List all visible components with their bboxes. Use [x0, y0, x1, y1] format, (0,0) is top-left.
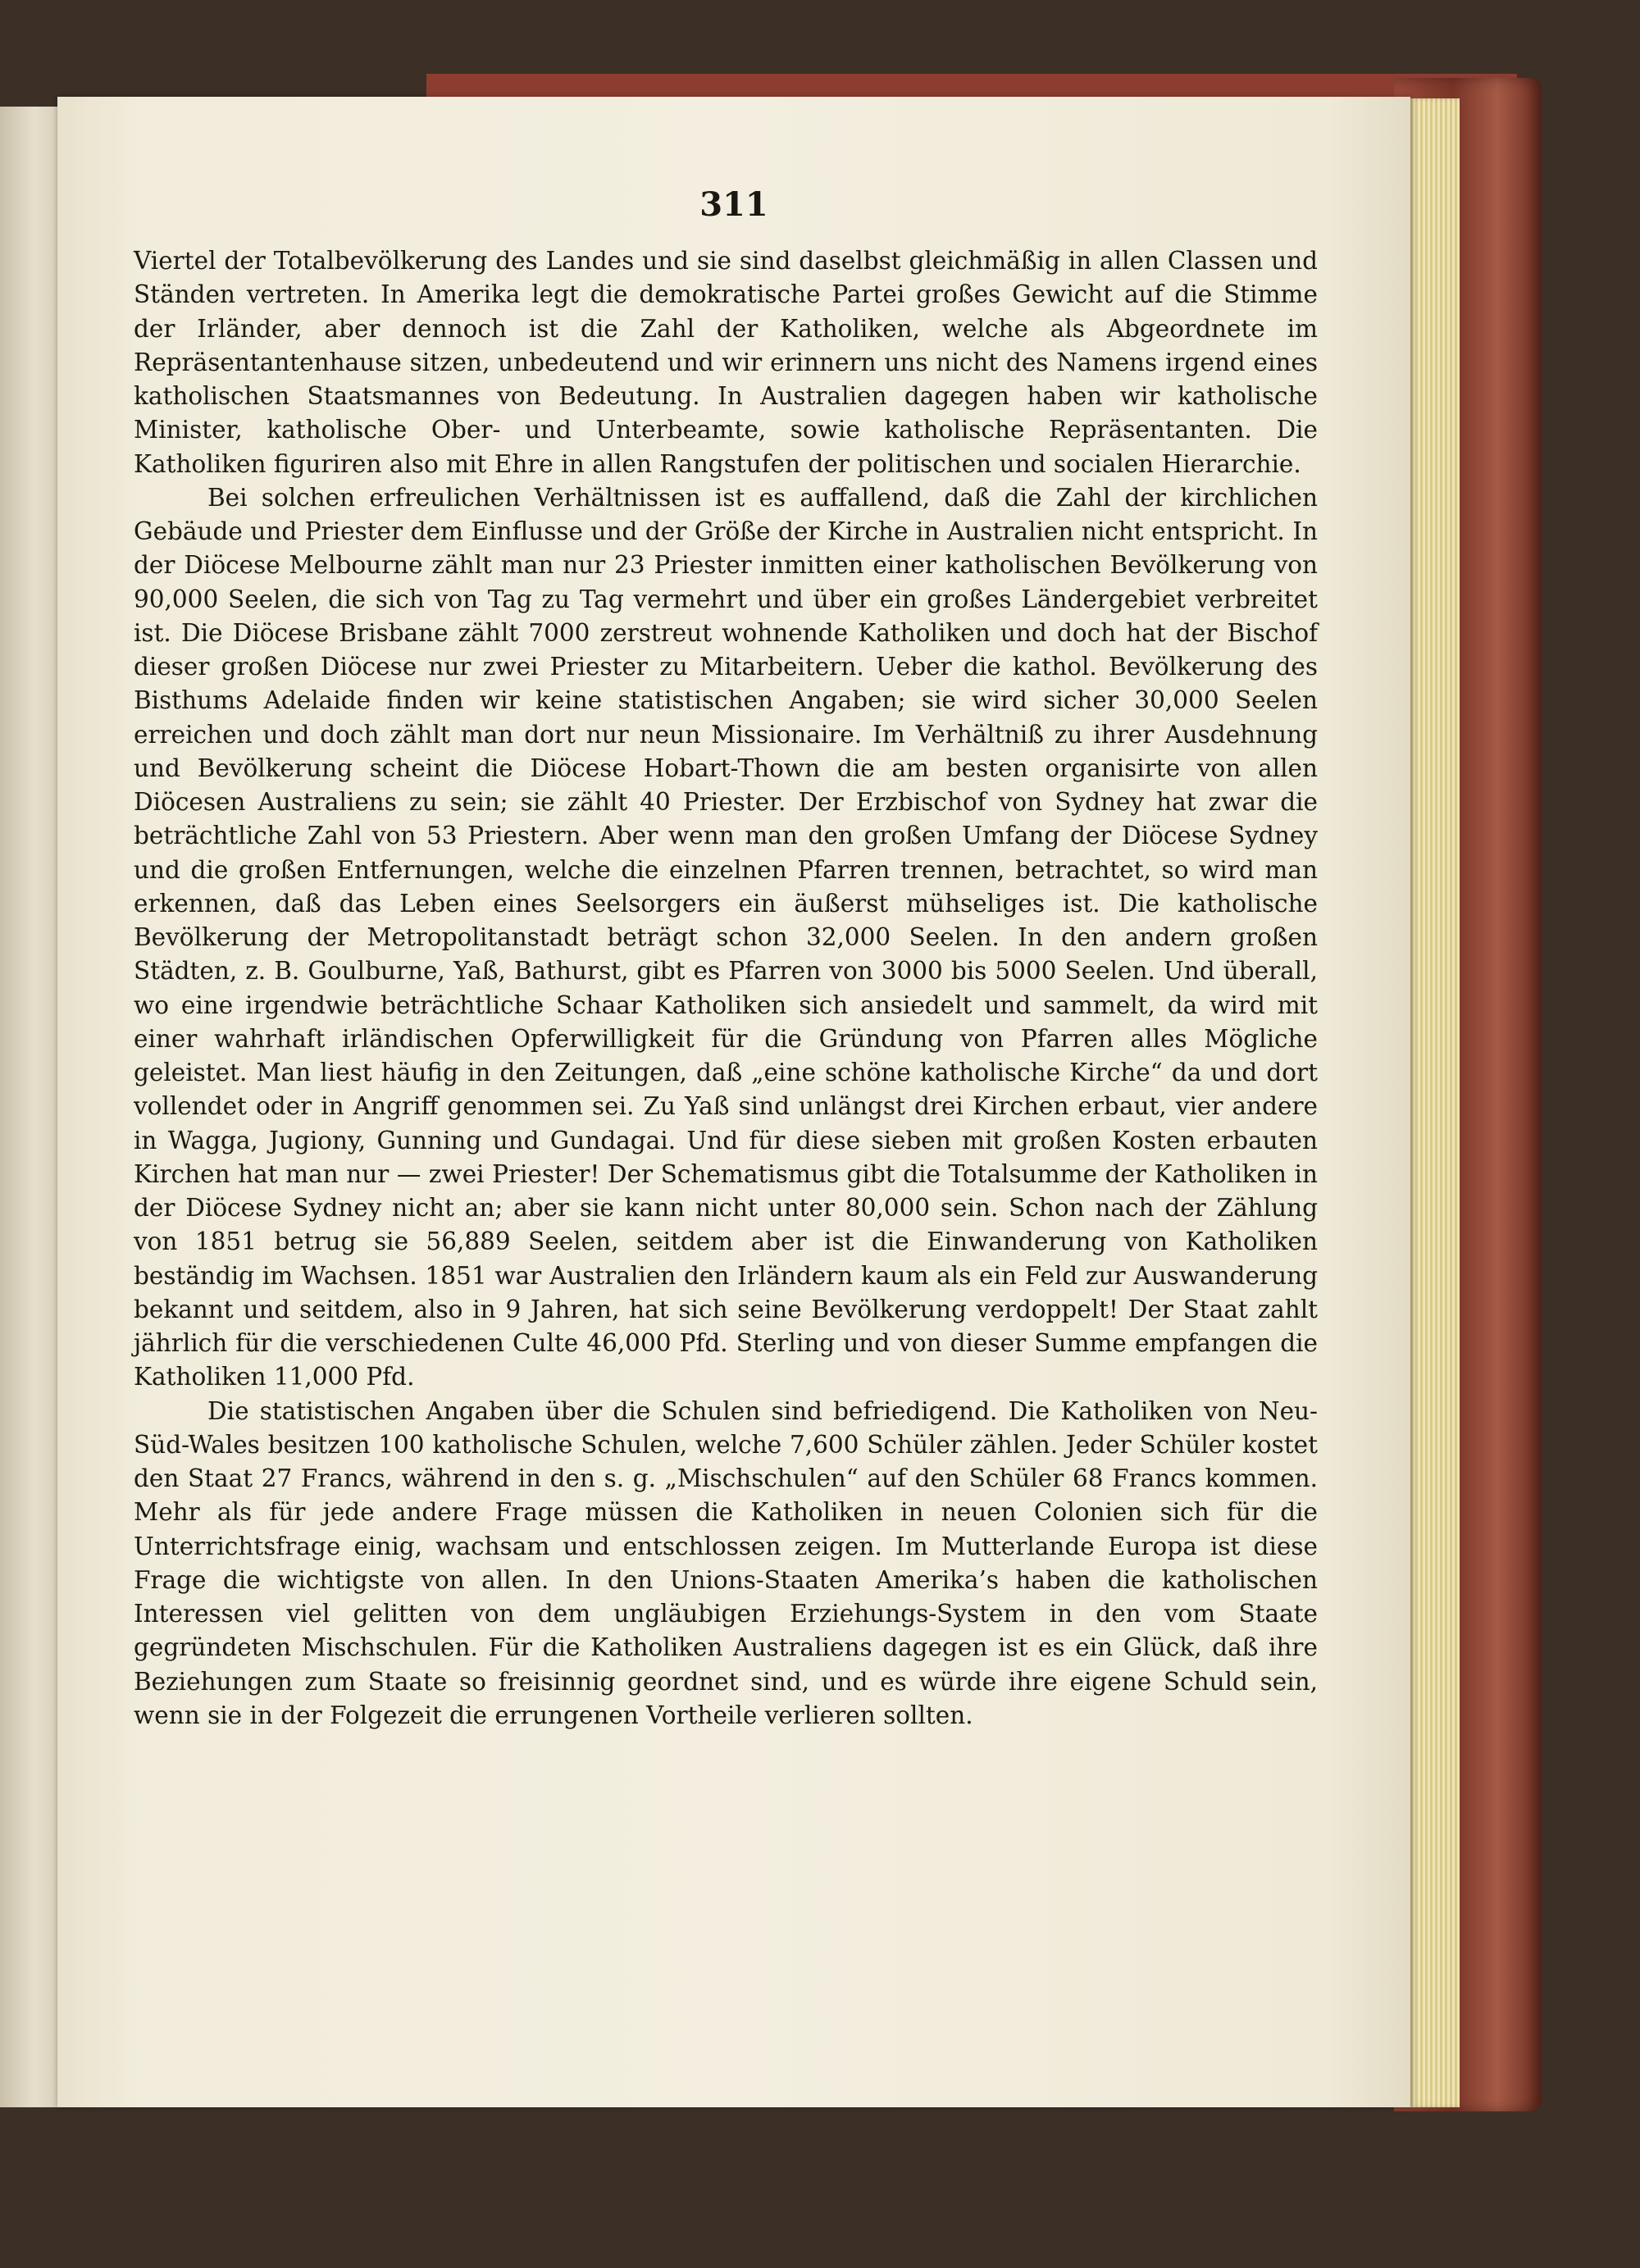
paragraph-3: Die statistischen Angaben über die Schulen sind befriedigend. Die Katholiken von Neu-Süd-Wales besitzen 100 katholische Schulen, welche 7,600 Schüler zählen. Jeder Schüler kostet den Staat 27 Francs, während in den s. g. „Mischschulen“ auf den Schüler 68 Francs kommen. Mehr als für jede andere Frage müssen die Katholiken in neuen Colonien sich für die Unterrichtsfrage einig, wachsam und entschlossen zeigen. Im Mutterlande Europa ist diese Frage die wichtigste von allen. In den Unions-Staaten Amerika’s haben die katholischen Interessen viel gelitten von dem ungläubigen Erziehungs-System in den vom Staate gegründeten Mischschulen. Für die Katholiken Australiens dagegen ist es ein Glück, daß ihre Beziehungen zum Staate so freisinnig geordnet sind, und es würde ihre eigene Schuld sein, wenn sie in der Folgezeit die errungenen Vortheile verlieren sollten.	[134, 1396, 1318, 1729]
paragraph-2: Bei solchen erfreulichen Verhältnissen ist es auffallend, daß die Zahl der kirchlichen Gebäude und Priester dem Einflusse und der Größe der Kirche in Australien nicht entspricht. In der Diöcese Melbourne zählt man nur 23 Priester inmitten einer katholischen Bevölkerung von 90,000 Seelen, die sich von Tag zu Tag vermehrt und über ein großes Ländergebiet verbreitet ist. Die Diöcese Brisbane zählt 7000 zerstreut wohnende Katholiken und doch hat der Bischof dieser großen Diöcese nur zwei Priester zu Mitarbeitern. Ueber die kathol. Bevölkerung des Bisthums Adelaide finden wir keine statistischen Angaben; sie wird sicher 30,000 Seelen erreichen und doch zählt man dort nur neun Missionaire. Im Verhältniß zu ihrer Ausdehnung und Bevölkerung scheint die Diöcese Hobart-Thown die am besten organisirte von allen Diöcesen Australiens zu sein; sie zählt 40 Priester. Der Erzbischof von Sydney hat zwar die beträchtliche Zahl von 53 Priestern. Aber wenn man den großen Umfang der Diöcese Sydney und die großen Entfernungen, welche die einzelnen Pfarren trennen, betrachtet, so wird man erkennen, daß das Leben eines Seelsorgers ein äußerst mühseliges ist. Die katholische Bevölkerung der Metropolitanstadt beträgt schon 32,000 Seelen. In den andern großen Städten, z. B. Goulburne, Yaß, Bathurst, gibt es Pfarren von 3000 bis 5000 Seelen. Und überall, wo eine irgendwie beträchtliche Schaar Katholiken sich ansiedelt und sammelt, da wird mit einer wahrhaft irländischen Opferwilligkeit für die Gründung von Pfarren alles Mögliche geleistet. Man liest häufig in den Zeitungen, daß „eine schöne katholische Kirche“ da und dort vollendet oder in Angriff genommen sei. Zu Yaß sind unlängst drei Kirchen erbaut, vier andere in Wagga, Jugiony, Gunning und Gundagai. Und für diese sieben mit großen Kosten erbauten Kirchen hat man nur — zwei Priester! Der Schematismus gibt die Totalsumme der Katholiken in der Diöcese Sydney nicht an; aber sie kann nicht unter 80,000 sein. Schon nach der Zählung von 1851 betrug sie 56,889 Seelen, seitdem aber ist die Einwanderung von Katholiken beständig im Wachsen. 1851 war Australien den Irländern kaum als ein Feld zur Auswanderung bekannt und seitdem, also in 9 Jahren, hat sich seine Bevölkerung verdoppelt! Der Staat zahlt jährlich für die verschiedenen Culte 46,000 Pfd. Sterling und von dieser Summe empfangen die Katholiken 11,000 Pfd.	[134, 483, 1318, 1391]
book-page	[57, 97, 1410, 2107]
page-number: 311	[699, 185, 768, 224]
page-stack-edge	[1410, 98, 1460, 2107]
body-text	[134, 244, 1318, 1733]
book-cover-top	[426, 74, 1517, 98]
facing-page-edge	[0, 107, 60, 2107]
paragraph-1: Viertel der Totalbevölkerung des Landes und sie sind daselbst gleichmäßig in allen Classen und Ständen vertreten. In Amerika legt die demokratische Partei großes Gewicht auf die Stimme der Irländer, aber dennoch ist die Zahl der Katholiken, welche als Abgeordnete im Repräsentantenhause sitzen, unbedeutend und wir erinnern uns nicht des Namens irgend eines katholischen Staatsmannes von Bedeutung. In Australien dagegen haben wir katholische Minister, katholische Ober- und Unterbeamte, sowie katholische Repräsentanten. Die Katholiken figuriren also mit Ehre in allen Rangstufen der politischen und socialen Hierarchie.	[134, 247, 1318, 478]
